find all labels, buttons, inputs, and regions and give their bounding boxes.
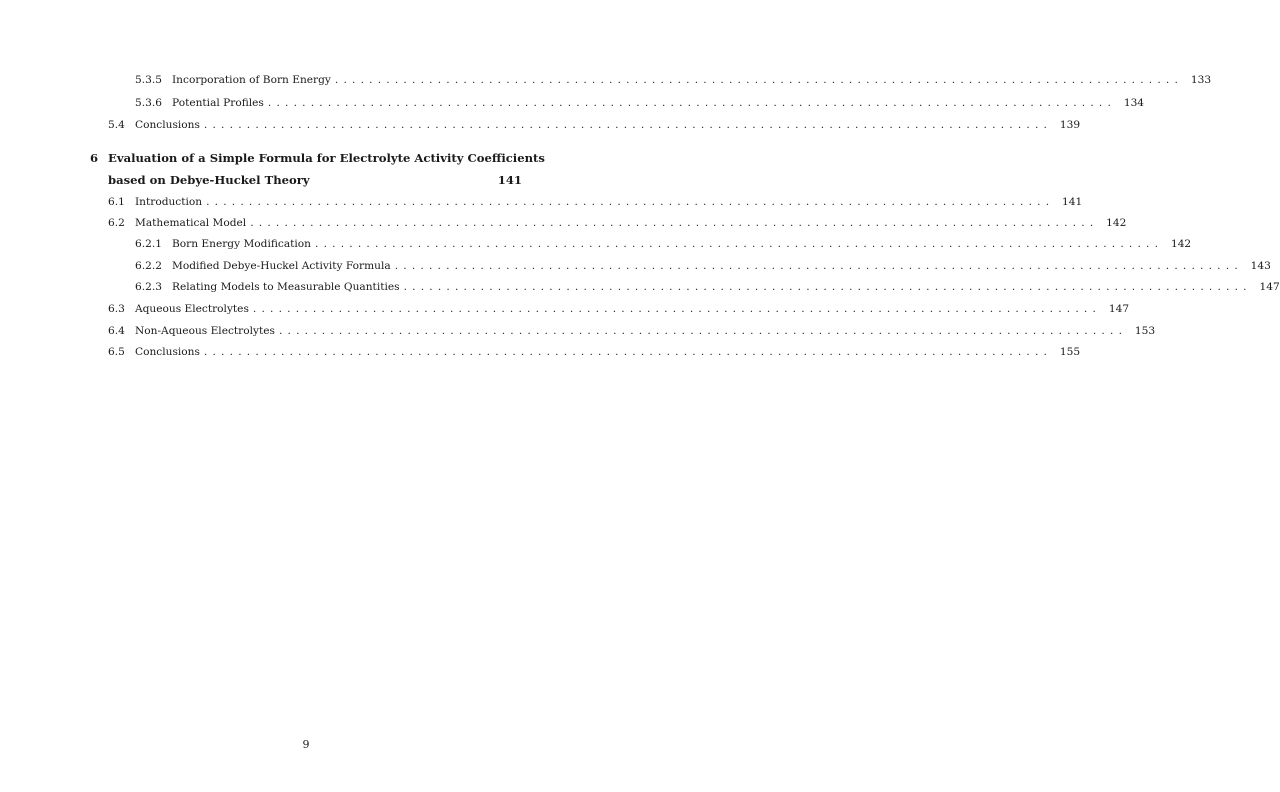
toc-entry <box>135 259 1271 273</box>
toc-entry-page: 147 <box>1108 303 1130 315</box>
toc-entry-title: Introduction <box>135 196 203 208</box>
toc-entry <box>135 237 1192 251</box>
toc-leader-dots: ................................................................................................... <box>203 346 1053 358</box>
toc-entry-number: 6.1 <box>108 196 125 208</box>
toc-entry <box>135 96 1145 110</box>
toc-entry-page: 147 <box>1259 281 1280 293</box>
toc-leader-dots: ................................................................................................... <box>278 325 1128 337</box>
toc-entry-number: 6.5 <box>108 346 125 358</box>
toc-entry-number: 6.2.3 <box>135 281 162 293</box>
page-number: 9 <box>302 738 310 751</box>
toc-entry-title: Modified Debye-Huckel Activity Formula <box>172 260 391 272</box>
toc-leader-dots: ................................................................................................... <box>334 74 1184 86</box>
toc-entry-page: 155 <box>1059 346 1081 358</box>
toc-entry-page: 133 <box>1190 74 1212 86</box>
toc-entry <box>108 345 1081 359</box>
toc-entry-page: 139 <box>1059 119 1081 131</box>
toc-chapter-title-line1: Evaluation of a Simple Formula for Electrolyte Activity Coefficients <box>108 151 545 165</box>
toc-entry-number: 6.2.1 <box>135 238 162 250</box>
toc-entry-number: 6.2 <box>108 217 125 229</box>
toc-entry <box>135 280 1280 294</box>
toc-entry-number: 6.4 <box>108 325 125 337</box>
toc-leader-dots: ................................................................................................... <box>403 281 1252 293</box>
toc-entry-title: Born Energy Modification <box>172 238 311 250</box>
toc-leader-dots: ................................................................................................... <box>250 217 1099 229</box>
toc-entry-number: 6.2.2 <box>135 260 162 272</box>
toc-leader-dots: ................................................................................................... <box>267 97 1117 109</box>
toc-chapter-page: 141 <box>497 173 522 187</box>
toc-entry <box>108 302 1130 316</box>
toc-entry-title: Non-Aqueous Electrolytes <box>135 325 275 337</box>
toc-entry-page: 134 <box>1123 97 1145 109</box>
toc-entry-title: Relating Models to Measurable Quantities <box>172 281 400 293</box>
toc-entry-number: 6.3 <box>108 303 125 315</box>
toc-entry-page: 142 <box>1170 238 1192 250</box>
toc-entry-title: Conclusions <box>135 346 200 358</box>
toc-entry-page: 143 <box>1250 260 1271 272</box>
toc-leader-dots: ................................................................................................... <box>206 196 1055 208</box>
toc-entry-title: Mathematical Model <box>135 217 247 229</box>
toc-entry-title: Potential Profiles <box>172 97 264 109</box>
toc-chapter-number: 6 <box>90 151 99 165</box>
toc-entry <box>108 324 1156 338</box>
toc-leader-dots: ................................................................................................... <box>315 238 1164 250</box>
toc-chapter-heading <box>90 151 545 166</box>
toc-leader-dots: ................................................................................................... <box>252 303 1102 315</box>
toc-entry-page: 153 <box>1134 325 1156 337</box>
toc-leader-dots: ................................................................................................... <box>394 260 1243 272</box>
toc-entry-title: Incorporation of Born Energy <box>172 74 331 86</box>
toc-entry-page: 142 <box>1106 217 1127 229</box>
toc-entry-number: 5.4 <box>108 119 125 131</box>
toc-entry <box>135 73 1212 87</box>
toc-entry <box>108 216 1127 230</box>
toc-entry <box>108 118 1081 132</box>
toc-entry-number: 5.3.6 <box>135 97 162 109</box>
toc-entry-title: Conclusions <box>135 119 200 131</box>
toc-entry <box>108 195 1083 209</box>
toc-entry-title: Aqueous Electrolytes <box>135 303 249 315</box>
toc-chapter-heading-cont <box>90 173 522 188</box>
toc-entry-number: 5.3.5 <box>135 74 162 86</box>
toc-entry-page: 141 <box>1062 196 1083 208</box>
toc-chapter-title-line2: based on Debye-Huckel Theory <box>108 173 310 187</box>
toc-leader-dots: ................................................................................................... <box>203 119 1053 131</box>
